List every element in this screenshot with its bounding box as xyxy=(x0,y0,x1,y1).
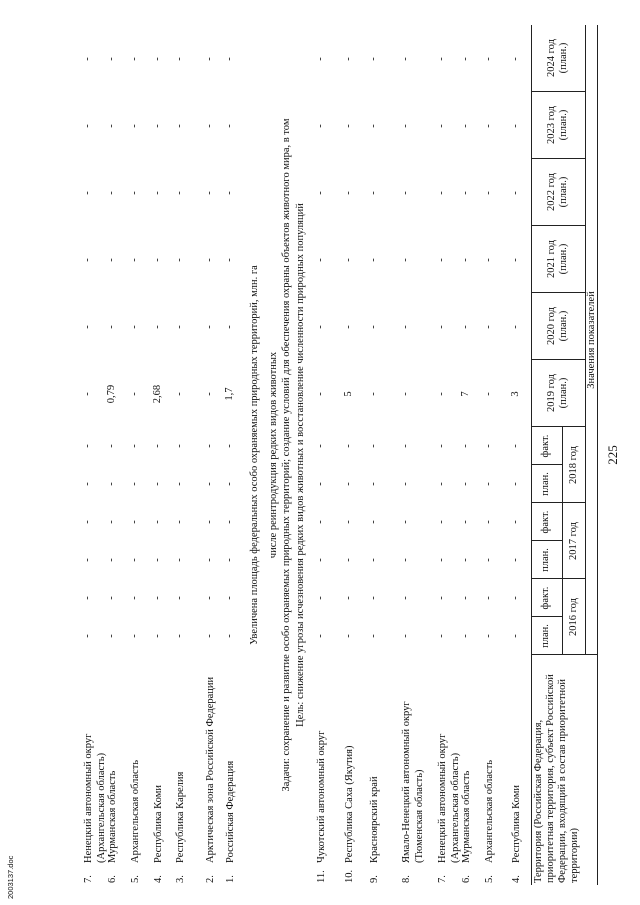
row-number: 6. xyxy=(107,875,118,883)
table-cell: - xyxy=(436,124,447,128)
table-cell: - xyxy=(174,191,185,195)
table-cell: - xyxy=(368,392,379,396)
goal-text: Цель: снижение угрозы исчезновения редких видов животных и восстановление численности природных популяций xyxy=(295,203,306,727)
table-cell: - xyxy=(129,596,140,600)
table-cell: - xyxy=(106,57,117,61)
table-cell: - xyxy=(460,596,471,600)
table-cell: - xyxy=(224,558,235,562)
table-cell: - xyxy=(152,596,163,600)
table-cell: - xyxy=(510,258,521,262)
table-cell: - xyxy=(224,596,235,600)
table-cell: - xyxy=(106,520,117,524)
year-2017-header: 2017 год xyxy=(568,522,579,560)
header-divider xyxy=(531,91,585,92)
year-2020-header: 2020 год (план.) xyxy=(546,307,569,345)
territory-name: Республика Карелия xyxy=(175,771,186,863)
table-cell: - xyxy=(343,191,354,195)
table-cell: - xyxy=(315,520,326,524)
table-cell: - xyxy=(204,558,215,562)
table-cell: - xyxy=(152,57,163,61)
table-cell: - xyxy=(343,520,354,524)
territory-name: Мурманская область xyxy=(107,770,118,863)
table-cell: - xyxy=(460,444,471,448)
table-cell: - xyxy=(174,258,185,262)
plan-subheader: план. xyxy=(540,624,551,648)
table-cell: - xyxy=(510,124,521,128)
table-cell: - xyxy=(483,520,494,524)
table-cell: - xyxy=(106,124,117,128)
table-cell: - xyxy=(204,258,215,262)
table-cell: - xyxy=(224,325,235,329)
year-2022-header: 2022 год (план.) xyxy=(546,173,569,211)
table-cell: - xyxy=(400,124,411,128)
territory-name: Республика Коми xyxy=(511,785,522,863)
table-cell: - xyxy=(315,124,326,128)
table-cell: - xyxy=(106,191,117,195)
table-cell: - xyxy=(204,392,215,396)
table-cell: - xyxy=(483,124,494,128)
row-number: 5. xyxy=(130,875,141,883)
table-cell: - xyxy=(174,392,185,396)
table-cell: - xyxy=(82,392,93,396)
row-number: 2. xyxy=(205,875,216,883)
territory-name: Ямало-Ненецкий автономный округ (Тюменская область) xyxy=(401,701,425,863)
territory-name: Мурманская область xyxy=(461,770,472,863)
table-cell: - xyxy=(315,482,326,486)
table-cell: - xyxy=(510,325,521,329)
table-cell: - xyxy=(315,444,326,448)
row-number: 3. xyxy=(175,875,186,883)
table-cell: - xyxy=(436,558,447,562)
table-cell: - xyxy=(368,191,379,195)
table-cell: - xyxy=(436,520,447,524)
table-cell: - xyxy=(174,634,185,638)
header-divider xyxy=(531,225,585,226)
header-divider xyxy=(531,158,585,159)
table-cell: - xyxy=(368,325,379,329)
table-cell: - xyxy=(82,191,93,195)
table-cell: - xyxy=(224,444,235,448)
table-cell: - xyxy=(436,596,447,600)
table-cell: - xyxy=(315,191,326,195)
table-cell: - xyxy=(224,124,235,128)
values-header: Значения показателей xyxy=(586,291,597,389)
table-cell: - xyxy=(483,258,494,262)
table-cell: - xyxy=(224,520,235,524)
table-cell: - xyxy=(483,444,494,448)
table-cell: - xyxy=(368,558,379,562)
table-cell: - xyxy=(106,634,117,638)
table-cell: - xyxy=(106,482,117,486)
table-cell: - xyxy=(400,482,411,486)
table-cell: - xyxy=(82,258,93,262)
table-cell: - xyxy=(82,124,93,128)
table-cell: - xyxy=(510,520,521,524)
table-cell: - xyxy=(315,558,326,562)
table-cell: - xyxy=(510,57,521,61)
row-number: 8. xyxy=(401,875,412,883)
table-cell: - xyxy=(483,325,494,329)
table-cell: - xyxy=(460,258,471,262)
row-number: 6. xyxy=(461,875,472,883)
table-cell: - xyxy=(129,520,140,524)
task-text-line-2: числе реинтродукция редких видов животных xyxy=(268,351,279,559)
table-cell: - xyxy=(152,482,163,486)
table-cell: - xyxy=(400,596,411,600)
table-cell: - xyxy=(204,634,215,638)
row-number: 4. xyxy=(153,875,164,883)
table-cell: 3 xyxy=(510,391,521,397)
table-cell: - xyxy=(343,558,354,562)
table-cell: - xyxy=(82,634,93,638)
table-cell: - xyxy=(400,57,411,61)
table-cell: - xyxy=(82,325,93,329)
table-cell: - xyxy=(315,325,326,329)
territory-name: Российская Федерация xyxy=(225,760,236,863)
territory-name: Красноярский край xyxy=(369,776,380,863)
table-cell: - xyxy=(204,482,215,486)
header-bottom-rule xyxy=(531,25,532,885)
table-cell: - xyxy=(436,191,447,195)
year-2016-header: 2016 год xyxy=(568,598,579,636)
table-cell: - xyxy=(510,482,521,486)
table-cell: - xyxy=(129,57,140,61)
table-cell: - xyxy=(315,258,326,262)
table-cell: - xyxy=(106,444,117,448)
territory-name: Республика Коми xyxy=(153,785,164,863)
table-cell: - xyxy=(152,558,163,562)
table-cell: - xyxy=(174,482,185,486)
table-cell: - xyxy=(460,124,471,128)
table-cell: - xyxy=(129,258,140,262)
table-cell: - xyxy=(510,634,521,638)
year-2018-header: 2018 год xyxy=(568,446,579,484)
table-cell: - xyxy=(152,258,163,262)
table-cell: - xyxy=(436,392,447,396)
table-cell: - xyxy=(400,444,411,448)
table-cell: - xyxy=(436,258,447,262)
table-cell: - xyxy=(174,325,185,329)
document-id: 2003137.doc xyxy=(6,855,15,899)
table-cell: - xyxy=(510,596,521,600)
table-cell: - xyxy=(204,57,215,61)
row-number: 11. xyxy=(316,870,327,883)
table-cell: - xyxy=(460,325,471,329)
table-cell: - xyxy=(174,596,185,600)
table-cell: 5 xyxy=(343,391,354,397)
table-cell: - xyxy=(483,634,494,638)
table-cell: - xyxy=(174,444,185,448)
table-cell: - xyxy=(483,596,494,600)
table-cell: - xyxy=(106,258,117,262)
territory-name: Ненецкий автономный округ (Архангельская область) xyxy=(437,733,461,863)
fact-subheader: факт. xyxy=(540,510,551,534)
plan-subheader: план. xyxy=(540,548,551,572)
indicator-text: Увеличена площадь федеральных особо охраняемых природных территорий, млн. га xyxy=(249,265,260,645)
table-cell: - xyxy=(510,444,521,448)
table-cell: - xyxy=(82,444,93,448)
table-cell: - xyxy=(460,57,471,61)
territory-name: Архангельская область xyxy=(130,759,141,863)
table-cell: - xyxy=(224,191,235,195)
table-cell: - xyxy=(129,325,140,329)
table-cell: - xyxy=(343,258,354,262)
table-cell: - xyxy=(343,325,354,329)
table-cell: - xyxy=(82,558,93,562)
table-cell: - xyxy=(129,191,140,195)
table-cell: - xyxy=(400,634,411,638)
table-cell: - xyxy=(400,392,411,396)
table-cell: 1,7 xyxy=(224,387,235,401)
table-cell: - xyxy=(343,482,354,486)
table-cell: - xyxy=(460,482,471,486)
table-cell: - xyxy=(204,124,215,128)
table-cell: - xyxy=(436,444,447,448)
table-cell: - xyxy=(436,325,447,329)
table-cell: - xyxy=(224,57,235,61)
table-cell: - xyxy=(368,444,379,448)
table-cell: - xyxy=(82,596,93,600)
year-2023-header: 2023 год (план.) xyxy=(546,106,569,144)
table-cell: - xyxy=(460,191,471,195)
table-cell: - xyxy=(82,520,93,524)
table-cell: - xyxy=(152,444,163,448)
table-cell: - xyxy=(106,558,117,562)
territory-name: Архангельская область xyxy=(484,759,495,863)
table-cell: 7 xyxy=(460,391,471,397)
table-cell: - xyxy=(368,520,379,524)
table-cell: - xyxy=(368,258,379,262)
table-cell: - xyxy=(129,444,140,448)
table-cell: 0,79 xyxy=(106,384,117,404)
table-cell: - xyxy=(174,124,185,128)
table-cell: - xyxy=(400,520,411,524)
table-cell: - xyxy=(400,325,411,329)
table-cell: - xyxy=(510,191,521,195)
table-cell: - xyxy=(129,558,140,562)
table-cell: - xyxy=(204,444,215,448)
table-cell: - xyxy=(174,57,185,61)
table-cell: - xyxy=(436,57,447,61)
table-cell: - xyxy=(460,634,471,638)
table-cell: - xyxy=(368,57,379,61)
table-cell: - xyxy=(343,634,354,638)
fact-subheader: факт. xyxy=(540,434,551,458)
table-cell: - xyxy=(343,124,354,128)
table-cell: - xyxy=(315,57,326,61)
table-cell: - xyxy=(368,124,379,128)
table-cell: - xyxy=(436,634,447,638)
plan-subheader: план. xyxy=(540,472,551,496)
table-cell: 2,68 xyxy=(152,384,163,404)
row-number: 4. xyxy=(511,875,522,883)
table-cell: - xyxy=(368,482,379,486)
table-cell: - xyxy=(368,634,379,638)
table-cell: - xyxy=(460,520,471,524)
table-cell: - xyxy=(106,596,117,600)
table-cell: - xyxy=(400,191,411,195)
page-number: 225 xyxy=(605,445,620,465)
row-number: 1. xyxy=(225,875,236,883)
table-cell: - xyxy=(400,258,411,262)
table-cell: - xyxy=(204,325,215,329)
table-cell: - xyxy=(483,482,494,486)
row-number: 10. xyxy=(344,869,355,883)
table-cell: - xyxy=(343,596,354,600)
table-cell: - xyxy=(400,558,411,562)
table-cell: - xyxy=(204,520,215,524)
fact-subheader: факт. xyxy=(540,586,551,610)
table-cell: - xyxy=(129,124,140,128)
table-cell: - xyxy=(204,191,215,195)
table-cell: - xyxy=(152,325,163,329)
table-cell: - xyxy=(315,596,326,600)
table-cell: - xyxy=(315,634,326,638)
row-number: 9. xyxy=(369,875,380,883)
table-cell: - xyxy=(368,596,379,600)
header-divider xyxy=(531,359,585,360)
task-text-line-1: Задачи: сохранение и развитие особо охраняемых природных территорий; создание условий для обеспечения охраны объектов животного мира, в том xyxy=(281,118,292,792)
row-number: 5. xyxy=(484,875,495,883)
year-2024-header: 2024 год (план.) xyxy=(546,39,569,77)
table-cell: - xyxy=(174,558,185,562)
table-cell: - xyxy=(483,558,494,562)
table-cell: - xyxy=(224,258,235,262)
table-cell: - xyxy=(224,634,235,638)
table-cell: - xyxy=(224,482,235,486)
table-cell: - xyxy=(152,191,163,195)
year-2021-header: 2021 год (план.) xyxy=(546,240,569,278)
table-cell: - xyxy=(436,482,447,486)
table-cell: - xyxy=(152,520,163,524)
territory-header: Территория (Российская Федерация, приоритетная территория, субъект Российской Федерации, входящий в состав приоритетной территории) xyxy=(533,674,580,883)
table-cell: - xyxy=(129,482,140,486)
territory-name: Арктическая зона Российской Федерации xyxy=(205,676,216,863)
table-cell: - xyxy=(82,57,93,61)
table-cell: - xyxy=(510,558,521,562)
year-2019-header: 2019 год (план.) xyxy=(546,374,569,412)
table-cell: - xyxy=(129,634,140,638)
table-cell: - xyxy=(152,124,163,128)
table-cell: - xyxy=(106,325,117,329)
table-cell: - xyxy=(483,191,494,195)
table-cell: - xyxy=(129,392,140,396)
table-cell: - xyxy=(152,634,163,638)
territory-name: Ненецкий автономный округ (Архангельская область) xyxy=(83,733,107,863)
territory-name: Чукотский автономный округ xyxy=(316,730,327,863)
years-subheader-rule xyxy=(562,427,563,655)
row-number: 7. xyxy=(83,875,94,883)
table-cell: - xyxy=(343,444,354,448)
table-cell: - xyxy=(204,596,215,600)
territory-name: Республика Саха (Якутия) xyxy=(344,745,355,863)
table-cell: - xyxy=(174,520,185,524)
table-cell: - xyxy=(82,482,93,486)
table-cell: - xyxy=(460,558,471,562)
table-cell: - xyxy=(315,392,326,396)
table-cell: - xyxy=(483,392,494,396)
header-divider xyxy=(531,292,585,293)
table-cell: - xyxy=(343,57,354,61)
table-cell: - xyxy=(483,57,494,61)
row-number: 7. xyxy=(437,875,448,883)
